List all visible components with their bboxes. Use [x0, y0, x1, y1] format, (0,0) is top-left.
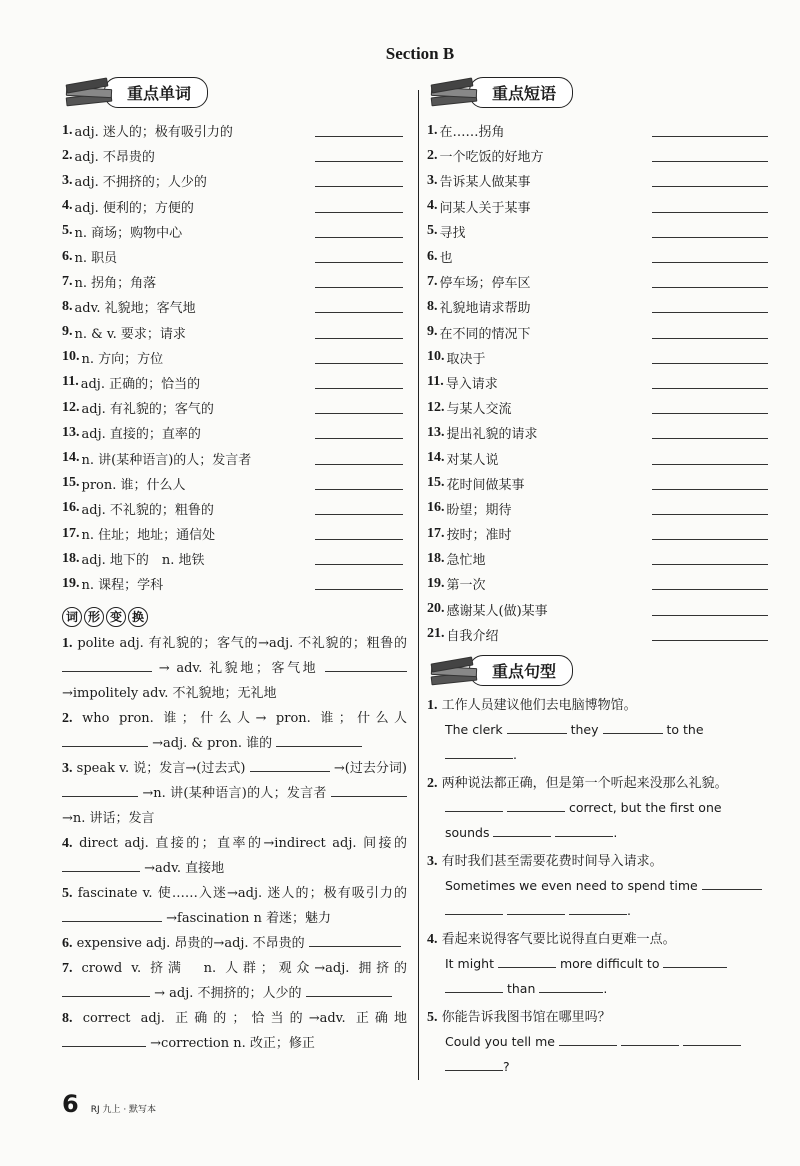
sentence-chinese: 你能告诉我图书馆在哪里吗？: [441, 1009, 611, 1025]
item-number: 3.: [427, 853, 438, 869]
vocab-text: adj. 不拥挤的；人少的: [74, 175, 207, 191]
item-number: 15.: [62, 475, 80, 491]
item-number: 1.: [62, 635, 73, 651]
vocab-item: [62, 546, 407, 571]
vocab-text: n. 讲(某种语言)的人；发言者: [81, 452, 252, 468]
answer-blank[interactable]: [315, 174, 403, 187]
answer-blank[interactable]: [315, 200, 403, 213]
vocab-text: adj. 不昂贵的: [74, 150, 155, 166]
transform-text: →n. 讲话；发言: [62, 810, 155, 826]
item-number: 18.: [62, 550, 80, 566]
answer-blank[interactable]: [652, 452, 768, 465]
answer-blank[interactable]: [498, 953, 556, 968]
answer-blank[interactable]: [331, 782, 407, 797]
answer-blank[interactable]: [62, 732, 148, 747]
phrase-item: [427, 546, 772, 571]
item-number: 17.: [427, 525, 445, 541]
answer-blank[interactable]: [315, 527, 403, 540]
vocab-item: [62, 395, 407, 420]
answer-blank[interactable]: [507, 719, 567, 734]
sentence-english: Sometimes we even need to spend time: [445, 877, 698, 893]
sentence-english: they: [570, 721, 599, 737]
sentence-english: correct, but the first one: [568, 799, 722, 815]
vocab-text: adj. 迷人的；极有吸引力的: [74, 125, 233, 141]
answer-blank[interactable]: [62, 1032, 146, 1047]
sentence-header-label: 重点句型: [469, 655, 573, 686]
item-number: 7.: [62, 960, 73, 976]
transform-item-7: [62, 956, 407, 1006]
answer-blank[interactable]: [539, 978, 603, 993]
vocab-item: [62, 194, 407, 219]
vocab-text: adj. 有礼貌的；客气的: [81, 402, 214, 418]
answer-blank[interactable]: [652, 225, 768, 238]
phrase-item: [427, 244, 772, 269]
books-icon: [64, 75, 114, 109]
item-number: 4.: [427, 198, 438, 214]
sentence-chinese: 看起来说得客气要比说得直白更难一点。: [441, 931, 676, 947]
phrase-item: [427, 496, 772, 521]
transform-text: direct adj. 直接的；直率的→indirect adj. 间接的: [79, 835, 407, 851]
item-number: 6.: [62, 248, 73, 264]
column-divider: [418, 90, 419, 1080]
vocab-text: adj. 地下的 n. 地铁: [81, 553, 205, 569]
vocab-item: [62, 521, 407, 546]
transform-item-1: [62, 631, 407, 706]
phrase-text: 取决于: [446, 351, 486, 367]
vocab-text: n. 课程；学科: [81, 578, 164, 594]
item-number: 1.: [427, 122, 438, 138]
answer-blank[interactable]: [445, 900, 503, 915]
footer-text: RJ 九上 · 默写本: [90, 1105, 157, 1115]
answer-blank[interactable]: [315, 225, 403, 238]
answer-blank[interactable]: [652, 300, 768, 313]
answer-blank[interactable]: [276, 732, 362, 747]
answer-blank[interactable]: [309, 932, 401, 947]
answer-blank[interactable]: [315, 351, 403, 364]
phrase-item: [427, 345, 772, 370]
vocab-item: [62, 496, 407, 521]
vocab-item: [62, 168, 407, 193]
sentence-item-4: [427, 929, 772, 1001]
item-number: 2.: [62, 147, 73, 163]
phrase-text: 第一次: [446, 578, 486, 594]
phrase-text: 与某人交流: [446, 402, 512, 418]
vocab-text: n. 商场；购物中心: [74, 225, 183, 241]
phrase-text: 也: [439, 251, 453, 267]
sentence-english: .: [613, 824, 618, 840]
item-number: 16.: [427, 500, 445, 516]
phrase-text: 自我介绍: [446, 628, 499, 644]
vocab-item: [62, 445, 407, 470]
phrase-item: [427, 320, 772, 345]
answer-blank[interactable]: [652, 401, 768, 414]
answer-blank[interactable]: [702, 875, 762, 890]
phrase-item: [427, 597, 772, 622]
phrase-text: 急忙地: [446, 553, 486, 569]
vocab-item: [62, 244, 407, 269]
phrase-item: [427, 395, 772, 420]
vocab-list: [62, 118, 407, 597]
item-number: 11.: [427, 374, 444, 390]
page-number: 6: [62, 1090, 79, 1118]
sentence-item-1: [427, 695, 772, 767]
item-number: 7.: [62, 273, 73, 289]
phrase-text: 礼貌地请求帮助: [439, 301, 531, 317]
answer-blank[interactable]: [315, 452, 403, 465]
sentence-section-header: [429, 653, 772, 689]
item-number: 9.: [427, 324, 438, 340]
answer-blank[interactable]: [652, 477, 768, 490]
item-number: 13.: [62, 424, 80, 440]
item-number: 3.: [427, 172, 438, 188]
phrase-section-header: [429, 74, 772, 110]
transform-text: →n. 讲(某种语言)的人；发言者: [142, 785, 327, 801]
answer-blank[interactable]: [555, 822, 613, 837]
item-number: 8.: [62, 1010, 73, 1026]
answer-blank[interactable]: [652, 124, 768, 137]
phrase-item: [427, 370, 772, 395]
phrase-text: 问某人关于某事: [439, 200, 531, 216]
phrase-item: [427, 269, 772, 294]
phrase-text: 感谢某人(做)某事: [446, 603, 548, 619]
item-number: 4.: [62, 835, 73, 851]
vocab-item: [62, 143, 407, 168]
phrase-item: [427, 521, 772, 546]
answer-blank[interactable]: [325, 657, 407, 672]
item-number: 19.: [62, 575, 80, 591]
answer-blank[interactable]: [62, 982, 150, 997]
transform-text: who pron. 谁；什么人→ pron. 谁；什么人: [82, 710, 408, 726]
vocab-item: [62, 118, 407, 143]
phrase-text: 导入请求: [445, 376, 498, 392]
vocab-text: adv. 礼貌地；客气地: [74, 301, 196, 317]
transform-text: expensive adj. 昂贵的→adj. 不昂贵的: [76, 935, 305, 951]
item-number: 14.: [427, 450, 445, 466]
phrase-text: 停车场；停车区: [439, 276, 531, 292]
item-number: 20.: [427, 601, 445, 617]
transform-item-4: [62, 831, 407, 881]
answer-blank[interactable]: [652, 577, 768, 590]
answer-blank[interactable]: [652, 174, 768, 187]
phrase-text: 盼望；期待: [446, 502, 512, 518]
item-number: 9.: [62, 324, 73, 340]
transform-header-char: 变: [106, 607, 126, 627]
answer-blank[interactable]: [621, 1031, 679, 1046]
answer-blank[interactable]: [62, 657, 152, 672]
sentence-chinese: 工作人员建议他们去电脑博物馆。: [441, 697, 637, 713]
phrase-item: [427, 445, 772, 470]
phrase-item: [427, 471, 772, 496]
transform-item-3: [62, 756, 407, 831]
sentence-english: to the: [666, 721, 704, 737]
answer-blank[interactable]: [315, 149, 403, 162]
sentence-english: The clerk: [445, 721, 503, 737]
books-icon: [429, 75, 479, 109]
answer-blank[interactable]: [62, 907, 162, 922]
answer-blank[interactable]: [445, 1056, 503, 1071]
sentence-english: Could you tell me: [445, 1033, 555, 1049]
item-number: 10.: [62, 349, 80, 365]
answer-blank[interactable]: [315, 376, 403, 389]
phrase-item: [427, 294, 772, 319]
answer-blank[interactable]: [603, 719, 663, 734]
item-number: 5.: [427, 223, 438, 239]
vocab-item: [62, 571, 407, 596]
sentence-english: sounds: [445, 824, 490, 840]
phrase-item: [427, 168, 772, 193]
answer-blank[interactable]: [315, 477, 403, 490]
item-number: 3.: [62, 172, 73, 188]
sentence-english: .: [603, 980, 608, 996]
item-number: 3.: [62, 760, 73, 776]
sentence-english: more difficult to: [559, 955, 660, 971]
transform-item-5: [62, 881, 407, 931]
answer-blank[interactable]: [445, 797, 503, 812]
answer-blank[interactable]: [445, 978, 503, 993]
item-number: 15.: [427, 475, 445, 491]
answer-blank[interactable]: [315, 502, 403, 515]
sentence-english: .: [513, 746, 517, 762]
vocab-text: adj. 不礼貌的；粗鲁的: [81, 502, 214, 518]
transform-text: polite adj. 有礼貌的；客气的→adj. 不礼貌的；粗鲁的: [77, 635, 407, 651]
vocab-item: [62, 320, 407, 345]
item-number: 2.: [427, 775, 438, 791]
answer-blank[interactable]: [315, 426, 403, 439]
vocab-section-header: [64, 74, 407, 110]
phrase-item: [427, 420, 772, 445]
transform-text: →adv. 直接地: [144, 860, 225, 876]
item-number: 5.: [427, 1009, 438, 1025]
sentence-english: It might: [445, 955, 494, 971]
phrase-text: 按时；准时: [446, 528, 512, 544]
phrase-item: [427, 219, 772, 244]
sentence-english: than: [506, 980, 536, 996]
item-number: 8.: [62, 298, 73, 314]
answer-blank[interactable]: [652, 351, 768, 364]
item-number: 4.: [427, 931, 438, 947]
answer-blank[interactable]: [315, 124, 403, 137]
answer-blank[interactable]: [315, 326, 403, 339]
answer-blank[interactable]: [315, 577, 403, 590]
vocab-text: n. 职员: [74, 251, 118, 267]
answer-blank[interactable]: [315, 300, 403, 313]
transform-header-char: 词: [62, 607, 82, 627]
answer-blank[interactable]: [315, 250, 403, 263]
item-number: 1.: [62, 122, 73, 138]
phrase-header-label: 重点短语: [469, 77, 573, 108]
vocab-text: adj. 直接的；直率的: [81, 427, 201, 443]
sentence-item-2: [427, 773, 772, 845]
phrase-text: 对某人说: [446, 452, 499, 468]
transform-header-char: 换: [128, 607, 148, 627]
vocab-item: [62, 370, 407, 395]
page-footer: [62, 1090, 156, 1118]
item-number: 16.: [62, 500, 80, 516]
transform-header-char: 形: [84, 607, 104, 627]
answer-blank[interactable]: [507, 797, 565, 812]
phrase-item: [427, 118, 772, 143]
vocab-item: [62, 269, 407, 294]
item-number: 18.: [427, 550, 445, 566]
vocab-text: n. 住址；地址；通信处: [81, 528, 216, 544]
vocab-item: [62, 345, 407, 370]
answer-blank[interactable]: [62, 857, 140, 872]
item-number: 12.: [62, 399, 80, 415]
sentence-chinese: 有时我们甚至需要花费时间导入请求。: [441, 853, 663, 869]
item-number: 10.: [427, 349, 445, 365]
item-number: 5.: [62, 223, 73, 239]
transform-text: → adj. 不拥挤的；人少的: [154, 985, 302, 1001]
phrase-text: 告诉某人做某事: [439, 175, 531, 191]
item-number: 5.: [62, 885, 73, 901]
item-number: 21.: [427, 626, 445, 642]
sentence-item-3: [427, 851, 772, 923]
answer-blank[interactable]: [652, 527, 768, 540]
transform-text: speak v. 说；发言→(过去式): [76, 760, 246, 776]
vocab-text: n. & v. 要求；请求: [74, 326, 186, 342]
sentence-item-5: [427, 1007, 772, 1079]
phrase-text: 在不同的情况下: [439, 326, 531, 342]
phrase-item: [427, 143, 772, 168]
right-column: [427, 74, 772, 1079]
answer-blank[interactable]: [315, 552, 403, 565]
vocab-item: [62, 471, 407, 496]
phrase-text: 在……拐角: [439, 125, 505, 141]
vocab-text: n. 方向；方位: [81, 351, 164, 367]
vocab-item: [62, 219, 407, 244]
transform-text: fascinate v. 使……入迷→adj. 迷人的；极有吸引力的: [77, 885, 407, 901]
transform-text: →impolitely adv. 不礼貌地；无礼地: [62, 685, 277, 701]
answer-blank[interactable]: [652, 502, 768, 515]
transform-text: crowd v. 挤满 n. 人群；观众→adj. 拥挤的: [81, 960, 407, 976]
transform-text: correct adj. 正确的；恰当的→adv. 正确地: [82, 1010, 407, 1026]
item-number: 2.: [62, 710, 73, 726]
item-number: 1.: [427, 697, 438, 713]
answer-blank[interactable]: [652, 250, 768, 263]
item-number: 7.: [427, 273, 438, 289]
answer-blank[interactable]: [652, 326, 768, 339]
phrase-item: [427, 571, 772, 596]
answer-blank[interactable]: [652, 376, 768, 389]
vocab-text: n. 拐角；角落: [74, 276, 157, 292]
item-number: 4.: [62, 198, 73, 214]
answer-blank[interactable]: [315, 275, 403, 288]
answer-blank[interactable]: [652, 426, 768, 439]
transform-text: →fascination n 着迷；魅力: [166, 910, 332, 926]
answer-blank[interactable]: [569, 900, 627, 915]
answer-blank[interactable]: [507, 900, 565, 915]
phrase-text: 花时间做某事: [446, 477, 525, 493]
vocab-text: pron. 谁；什么人: [81, 477, 186, 493]
item-number: 19.: [427, 575, 445, 591]
transform-text: → adv. 礼貌地；客气地: [158, 660, 319, 676]
sentence-chinese: 两种说法都正确，但是第一个听起来没那么礼貌。: [441, 775, 728, 791]
transform-section-header: [62, 607, 407, 627]
transform-text: →correction n. 改正；修正: [150, 1035, 315, 1051]
item-number: 6.: [427, 248, 438, 264]
phrase-item: [427, 194, 772, 219]
phrase-list: [427, 118, 772, 647]
transform-item-2: [62, 706, 407, 756]
transform-item-6: [62, 931, 407, 956]
answer-blank[interactable]: [306, 982, 392, 997]
answer-blank[interactable]: [559, 1031, 617, 1046]
answer-blank[interactable]: [652, 628, 768, 641]
answer-blank[interactable]: [652, 603, 768, 616]
item-number: 2.: [427, 147, 438, 163]
transform-text: →adj. & pron. 谁的: [152, 735, 273, 751]
answer-blank[interactable]: [652, 275, 768, 288]
vocab-item: [62, 420, 407, 445]
item-number: 13.: [427, 424, 445, 440]
answer-blank[interactable]: [493, 822, 551, 837]
item-number: 14.: [62, 450, 80, 466]
sentence-english: .: [626, 902, 631, 918]
page-title: Section B: [385, 44, 455, 63]
answer-blank[interactable]: [663, 953, 727, 968]
vocab-header-label: 重点单词: [104, 77, 208, 108]
books-icon: [429, 654, 479, 688]
item-number: 17.: [62, 525, 80, 541]
vocab-text: adj. 正确的；恰当的: [80, 376, 201, 392]
transform-item-8: [62, 1006, 407, 1056]
transform-text: →(过去分词): [333, 760, 407, 776]
item-number: 6.: [62, 935, 73, 951]
phrase-text: 一个吃饭的好地方: [439, 150, 544, 166]
answer-blank[interactable]: [652, 552, 768, 565]
item-number: 8.: [427, 298, 438, 314]
answer-blank[interactable]: [652, 200, 768, 213]
answer-blank[interactable]: [62, 782, 138, 797]
answer-blank[interactable]: [250, 757, 330, 772]
answer-blank[interactable]: [652, 149, 768, 162]
item-number: 12.: [427, 399, 445, 415]
phrase-text: 提出礼貌的请求: [446, 427, 538, 443]
left-column: [62, 74, 407, 1056]
vocab-item: [62, 294, 407, 319]
answer-blank[interactable]: [315, 401, 403, 414]
vocab-text: adj. 便利的；方便的: [74, 200, 194, 216]
item-number: 11.: [62, 374, 79, 390]
answer-blank[interactable]: [445, 744, 513, 759]
sentence-english: ?: [503, 1058, 510, 1074]
phrase-text: 寻找: [439, 225, 466, 241]
phrase-item: [427, 622, 772, 647]
answer-blank[interactable]: [683, 1031, 741, 1046]
